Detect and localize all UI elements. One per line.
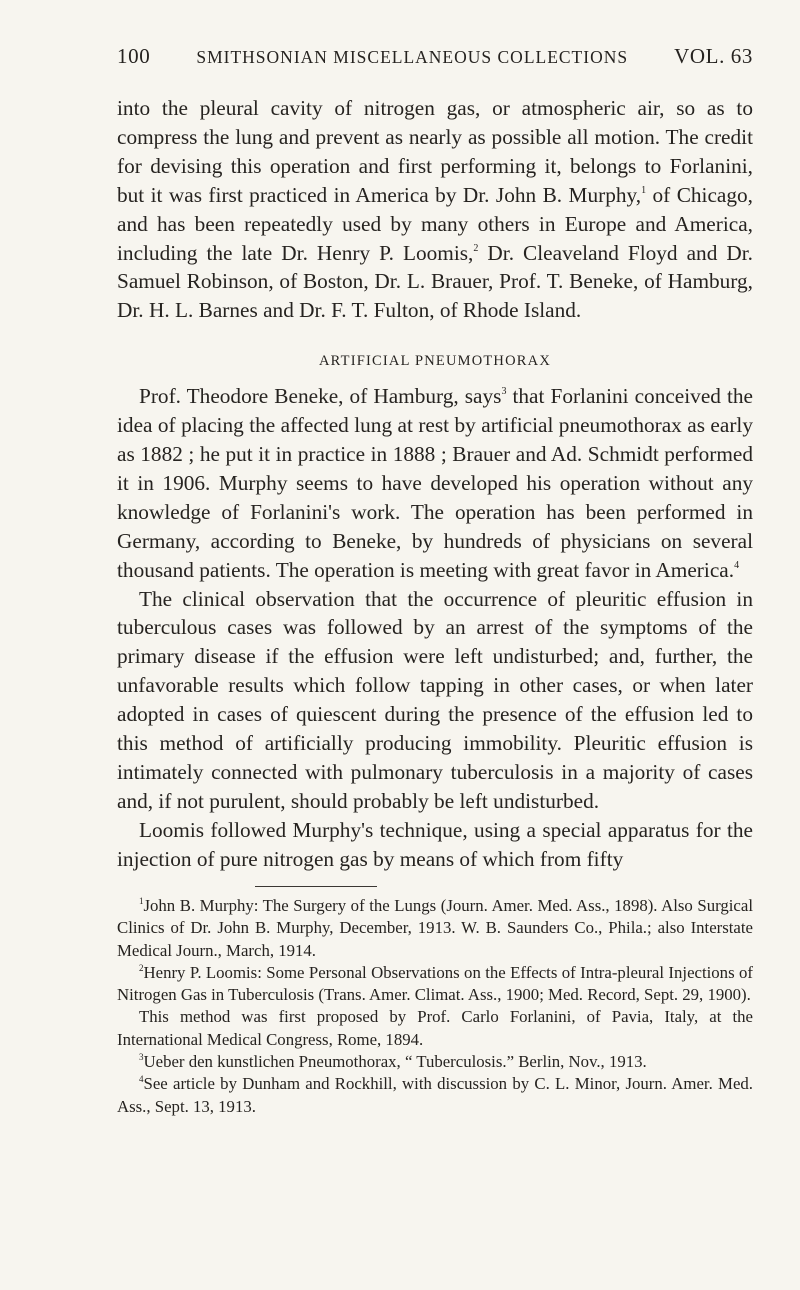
footnote-ref-2[interactable]: 2 [473, 242, 479, 254]
footnote-2-continued: This method was first proposed by Prof. Carlo Forlanini, of Pavia, Italy, at the International Medical Congress, Rome, 1894. [117, 1007, 753, 1049]
footnote-text-4: See article by Dunham and Rockhill, with discussion by C. L. Minor, Journ. Amer. Med. Ass., Sept. 13, 1913. [117, 1074, 753, 1116]
footnote-ref-1[interactable]: 1 [641, 184, 647, 196]
intro-text-2: of Chicago, and has been repeatedly used by many others in Europe and America, including the late Dr. Henry P. Loomis, [117, 182, 753, 265]
footnote-3 [117, 1051, 753, 1073]
page-number: 100 [117, 44, 151, 68]
footnote-2 [117, 962, 753, 1007]
para1-text-1: Prof. Theodore Beneke, of Hamburg, says [139, 384, 502, 409]
footnote-rule [255, 886, 377, 887]
footnote-1 [117, 895, 753, 962]
footnote-text-1: John B. Murphy: The Surgery of the Lungs (Journ. Amer. Med. Ass., 1898). Also Surgical Clinics of Dr. John B. Murphy, December, 1913. W. B. Saunders Co., Phila.; also Interstate Medical Journ., March, 1914. [117, 896, 753, 960]
journal-title: SMITHSONIAN MISCELLANEOUS COLLECTIONS [196, 47, 629, 67]
body-text [117, 94, 753, 874]
running-head [117, 44, 753, 69]
paragraph-beneke [117, 382, 753, 584]
footnote-mark-4: 4 [139, 1074, 144, 1085]
section-heading: ARTIFICIAL PNEUMOTHORAX [318, 353, 551, 370]
paragraph-clinical: The clinical observation that the occurrence of pleuritic effusion in tuberculous cases was followed by an arrest of the symptoms of the primary disease if the effusion were left undisturbed; and, further, the unfavorable results which follow tapping in other cases, or when later adopted in cases of quiescent during the presence of the effusion led to this method of artificially producing immobility. Pleuritic effusion is intimately connected with pulmonary tuberculosis in a majority of cases and, if not purulent, should probably be left undisturbed. [117, 586, 753, 813]
intro-paragraph [117, 94, 753, 325]
footnote-ref-3[interactable]: 3 [501, 386, 507, 398]
footnote-4 [117, 1073, 753, 1118]
volume-label: VOL. 63 [674, 44, 753, 68]
paragraph-loomis: Loomis followed Murphy's technique, using a special apparatus for the injection of pure nitrogen gas by means of which from fifty [117, 817, 753, 871]
footnote-text-2: Henry P. Loomis: Some Personal Observations on the Effects of Intra-pleural Injections of Nitrogen Gas in Tuberculosis (Trans. Amer. Climat. Ass., 1900; Med. Record, Sept. 29, 1900). [117, 962, 753, 1005]
footnotes [117, 895, 753, 1118]
intro-text-3: Dr. Cleaveland Floyd and Dr. Samuel Robinson, of Boston, Dr. L. Brauer, Prof. T. Beneke, of Hamburg, Dr. H. L. Barnes and Dr. F. T. Fulton, of Rhode Island. [117, 240, 753, 323]
footnote-mark-1: 1 [139, 896, 144, 906]
footnote-mark-3: 3 [139, 1052, 144, 1063]
intro-text-1: into the pleural cavity of nitrogen gas, or atmospheric air, so as to compress the lung and prevent as nearly as possible all motion. The credit for devising this operation and first performing it, belongs to Forlanini, but it was first practiced in America by Dr. John B. Murphy, [117, 96, 753, 207]
footnote-text-3: Ueber den kunstlichen Pneumothorax, “ Tuberculosis.” Berlin, Nov., 1913. [143, 1052, 647, 1072]
footnote-ref-4[interactable]: 4 [734, 559, 740, 571]
para1-text-2: that Forlanini conceived the idea of placing the affected lung at rest by artificial pneumothorax as early as 1882 ; he put it in practice in 1888 ; Brauer and Ad. Schmidt performed it in 1906. Murphy seems to have developed his operation without any knowledge of Forlanini's work. The operation has been performed in Germany, according to Beneke, by hundreds of physicians on several thousand patients. The operation is meeting with great favor in America. [117, 384, 753, 582]
footnote-mark-2: 2 [139, 962, 144, 973]
